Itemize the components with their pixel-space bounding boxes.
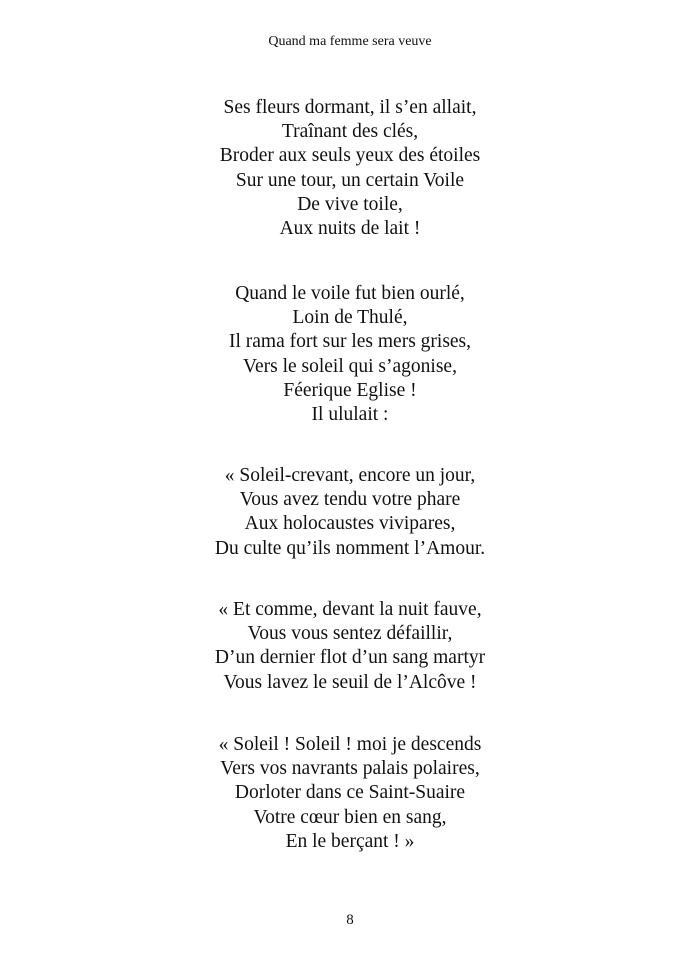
verse-line: Traînant des clés,: [281, 121, 419, 143]
verse-line: Vers le soleil qui s’agonise,: [243, 355, 457, 377]
verse-line: Aux nuits de lait !: [279, 218, 421, 240]
verse-line: Vous lavez le seuil de l’Alcôve !: [223, 671, 477, 693]
verse-line: Vers vos navrants palais polaires,: [220, 758, 480, 780]
verse-line: Loin de Thulé,: [292, 307, 408, 329]
stanza-1: [0, 96, 700, 241]
running-header-title: Quand ma femme sera veuve: [268, 34, 432, 49]
verse-line: Du culte qu’ils nomment l’Amour.: [214, 537, 486, 559]
verse-line: Dorloter dans ce Saint-Suaire: [234, 782, 466, 804]
stanza-2: [0, 282, 700, 427]
verse-line: Féerique Eglise !: [283, 379, 417, 401]
verse-line: Vous avez tendu votre phare: [239, 489, 461, 511]
verse-line: Vous vous sentez défaillir,: [247, 623, 453, 645]
stanza-3: [0, 464, 700, 561]
verse-line: D’un dernier flot d’un sang martyr: [214, 647, 486, 669]
verse-line: En le berçant ! »: [285, 830, 415, 852]
stanza-4: [0, 598, 700, 695]
verse-line: Votre cœur bien en sang,: [253, 806, 447, 828]
verse-line: Aux holocaustes vivipares,: [244, 513, 456, 535]
verse-line: « Et comme, devant la nuit fauve,: [218, 599, 482, 620]
verse-line: « Soleil ! Soleil ! moi je descends: [218, 734, 482, 755]
stanza-5: [0, 733, 700, 854]
verse-line: Il rama fort sur les mers grises,: [228, 331, 472, 353]
verse-line: Sur une tour, un certain Voile: [235, 169, 465, 191]
page-number: 8: [346, 912, 354, 928]
verse-line: Broder aux seuls yeux des étoiles: [219, 145, 481, 167]
verse-line: De vive toile,: [297, 193, 403, 215]
verse-line: Il ululait :: [311, 404, 389, 426]
verse-line: Quand le voile fut bien ourlé,: [235, 283, 465, 304]
verse-line: « Soleil-crevant, encore un jour,: [224, 465, 476, 486]
verse-line: Ses fleurs dormant, il s’en allait,: [223, 97, 477, 118]
